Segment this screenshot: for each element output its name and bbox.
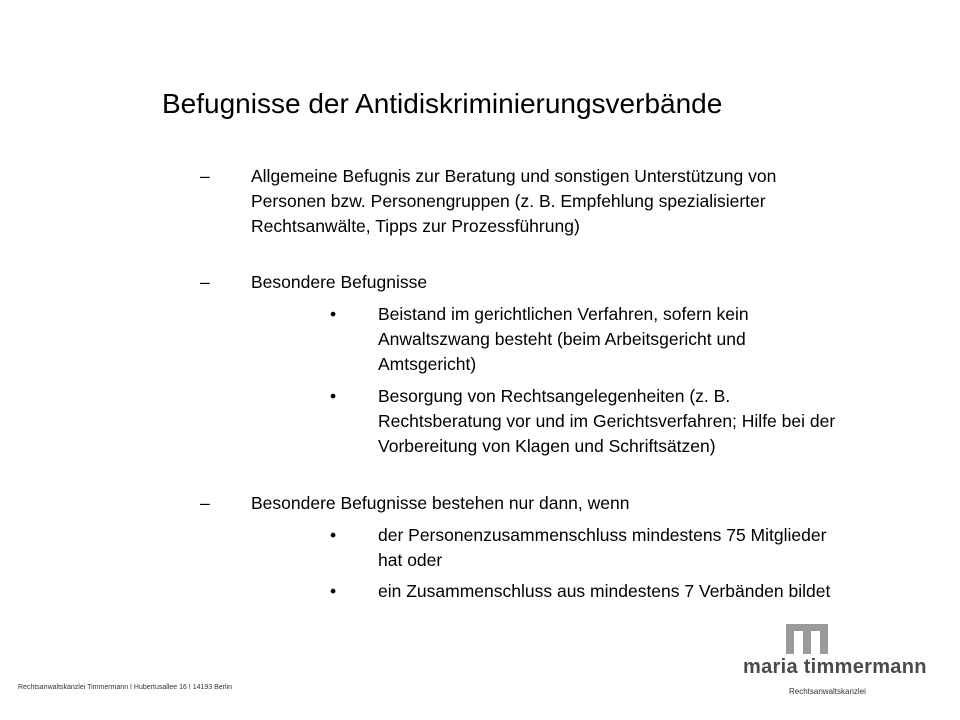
list-item-conditions: Besondere Befugnisse bestehen nur dann, wenn (251, 493, 630, 513)
bullet-marker: • (330, 304, 337, 324)
dash-marker: – (200, 166, 210, 186)
sub-item-court-assistance: Beistand im gerichtlichen Verfahren, sofern kein Anwaltszwang besteht (beim Arbeitsgericht und Amtsgericht) (378, 304, 749, 374)
sub-item-associations-condition: ein Zusammenschluss aus mindestens 7 Verbänden bildet (378, 581, 831, 601)
sub-item-members-condition: der Personenzusammenschluss mindestens 75 Mitglieder hat oder (378, 525, 827, 570)
dash-marker: – (200, 272, 210, 292)
slide-title: Befugnisse der Antidiskriminierungsverbände (162, 88, 723, 119)
dash-marker: – (200, 493, 210, 513)
list-item-special-authorities: Besondere Befugnisse (251, 272, 428, 292)
logo-mark-icon (786, 624, 828, 654)
bullet-marker: • (330, 581, 337, 601)
sub-item-legal-matters: Besorgung von Rechtsangelegenheiten (z. B. Rechtsberatung vor und im Gerichtsverfahren; Hilfe bei der Vorbereitung von Klagen und Schriftsätzen) (378, 386, 836, 456)
list-item-general-authority: Allgemeine Befugnis zur Beratung und sonstigen Unterstützung von Personen bzw. Personengruppen (z. B. Empfehlung spezialisierter Rechtsanwälte, Tipps zur Prozessführung) (251, 166, 777, 236)
footer-address: Rechtsanwaltskanzlei Timmermann I Hubertusallee 16 I 14193 Berlin (18, 684, 232, 691)
footer-firm-label: Rechtsanwaltskanzlei (789, 687, 866, 696)
bullet-marker: • (330, 386, 337, 406)
bullet-marker: • (330, 525, 337, 545)
logo-name: maria timmermann (743, 656, 927, 678)
